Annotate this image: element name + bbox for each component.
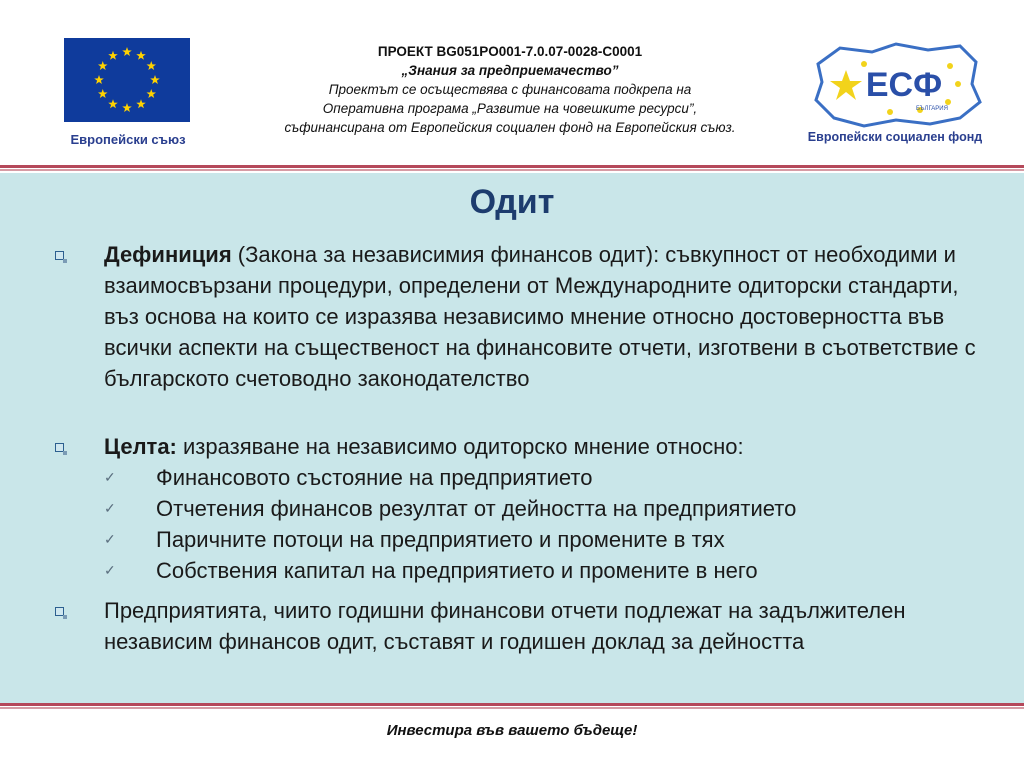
- project-funding-line-3: съфинансирана от Европейския социален фонд на Европейския съюз.: [284, 120, 736, 135]
- eu-star-icon: [108, 99, 118, 108]
- header-divider: [0, 165, 1024, 168]
- eu-star-icon: [150, 75, 160, 84]
- slide-title: Одит: [469, 183, 555, 221]
- eu-star-icon: [98, 61, 108, 70]
- definition-paragraph: [104, 239, 984, 394]
- esf-caption: Европейски социален фонд: [807, 130, 983, 144]
- goal-paragraph: [104, 431, 984, 462]
- footer-divider: [0, 703, 1024, 706]
- goal-text: изразяване на независимо одиторско мнение относно:: [176, 434, 744, 459]
- eu-star-icon: [108, 51, 118, 60]
- enterprises-paragraph: Предприятията, чиито годишни финансови отчети подлежат на задължителен независим финансов одит, съставят и годишен доклад за дейността: [104, 598, 906, 654]
- definition-text: (Закона за независимия финансов одит): съвкупност от необходими и взаимосвързани процедури, определени от Международните одиторски стандарти, въз основа на които се изразява независимо мнение относно достоверността във всички аспекти на същественост на финансовите отчети, изготвени в съответствие с българското счетоводно законодателство: [104, 242, 976, 391]
- goal-term: Целта:: [104, 434, 177, 459]
- square-bullet-icon: [55, 251, 64, 260]
- goal-subitem: [0, 493, 1024, 524]
- goal-subitem: [0, 555, 1024, 586]
- eu-caption: Европейски съюз: [70, 132, 186, 147]
- eu-star-icon: [136, 51, 146, 60]
- project-funding-line-2: Оперативна програма „Развитие на човешките ресурси”,: [322, 101, 698, 116]
- eu-star-icon: [146, 61, 156, 70]
- checkmark-icon: ✓: [104, 469, 116, 485]
- eu-star-icon: [136, 99, 146, 108]
- slide-content: [0, 173, 1024, 703]
- eu-star-icon: [98, 89, 108, 98]
- esf-bulgaria-map-icon: [800, 40, 990, 130]
- goal-subitem: [0, 462, 1024, 493]
- goal-subitem-text: Собствения капитал на предприятието и промените в него: [156, 558, 758, 583]
- project-info: [210, 42, 810, 137]
- footer-text: Инвестира във вашето бъдеще: [386, 722, 633, 739]
- square-bullet-icon: [55, 607, 64, 616]
- esf-mark: ЕСФ: [865, 66, 943, 104]
- project-funding-line-1: Проектът се осъществява с финансовата подкрепа на: [328, 82, 692, 97]
- esf-logo: [800, 40, 990, 152]
- eu-star-icon: [146, 89, 156, 98]
- checkmark-icon: ✓: [104, 531, 116, 547]
- eu-logo: [62, 38, 194, 156]
- checkmark-icon: ✓: [104, 562, 116, 578]
- square-bullet-icon: [55, 443, 64, 452]
- eu-stars-icon: [64, 38, 190, 122]
- project-code: ПРОЕКТ BG051PO001-7.0.07-0028-С0001: [377, 44, 643, 59]
- goal-subitem-text: Финансовото състояние на предприятието: [156, 465, 593, 490]
- esf-country: БЪЛГАРИЯ: [916, 106, 948, 112]
- footer-slogan: [0, 722, 1024, 739]
- checkmark-icon: ✓: [104, 500, 116, 516]
- goal-subitem-text: Отчетения финансов резултат от дейността на предприятието: [156, 496, 797, 521]
- footer-exclamation: !: [632, 722, 638, 739]
- definition-term: Дефиниция: [104, 242, 232, 267]
- footer-divider-thin: [0, 707, 1024, 709]
- goal-subitem: [0, 524, 1024, 555]
- eu-star-icon: [122, 47, 132, 56]
- slide-header: [0, 0, 1024, 165]
- eu-flag: [64, 38, 190, 122]
- eu-star-icon: [94, 75, 104, 84]
- goal-subitem-text: Паричните потоци на предприятието и промените в тях: [156, 527, 725, 552]
- header-divider-thin: [0, 169, 1024, 171]
- project-name: „Знания за предприемачество”: [401, 63, 619, 78]
- eu-star-icon: [122, 103, 132, 112]
